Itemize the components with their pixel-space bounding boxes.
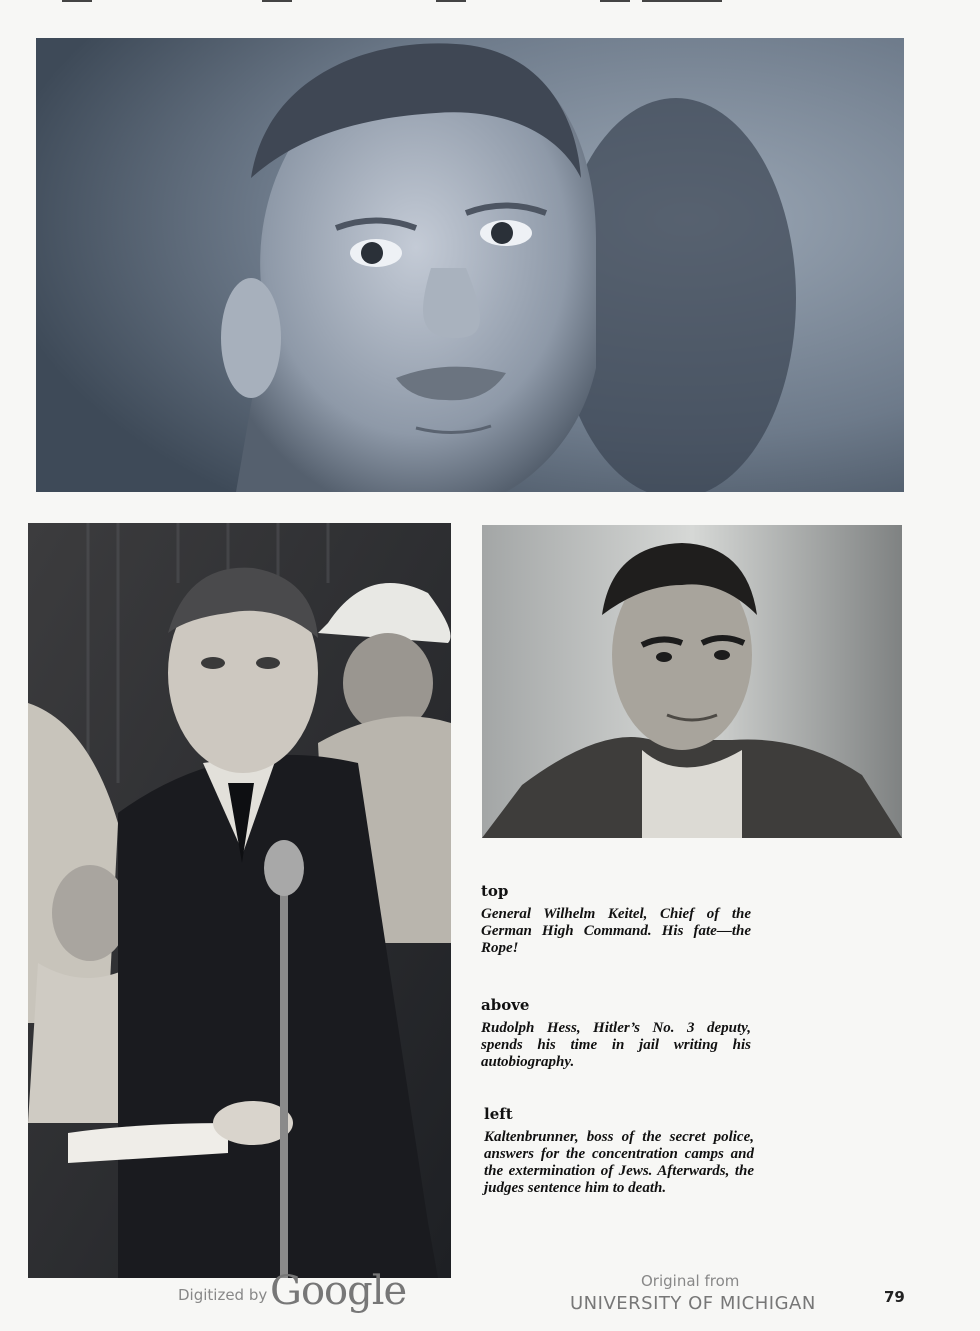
digitized-by-text: Digitized by xyxy=(178,1286,268,1304)
caption-left-text: Kaltenbrunner, boss of the secret police, answers for the concentration camps and the extermination of Jews. Afterwards, the judges sentence him to death. xyxy=(484,1129,754,1196)
caption-above-label: above xyxy=(481,996,530,1014)
photo-hess xyxy=(482,525,902,838)
caption-above xyxy=(481,996,751,1071)
university-name: UNIVERSITY OF MICHIGAN xyxy=(570,1293,816,1314)
caption-left xyxy=(484,1105,754,1197)
caption-top-text: General Wilhelm Keitel, Chief of the German High Command. His fate—the Rope! xyxy=(481,906,751,956)
caption-above-text: Rudolph Hess, Hitler’s No. 3 deputy, spends his time in jail writing his autobiography. xyxy=(481,1020,751,1070)
edge-mark xyxy=(436,0,466,2)
caption-left-label: left xyxy=(484,1105,513,1123)
edge-mark xyxy=(262,0,292,2)
page-number: 79 xyxy=(884,1288,905,1306)
google-logo: Google xyxy=(270,1268,407,1314)
photo-keitel xyxy=(36,38,904,492)
edge-mark xyxy=(642,0,722,2)
caption-top-label: top xyxy=(481,882,509,900)
edge-mark xyxy=(62,0,92,2)
original-from-text: Original from xyxy=(641,1272,740,1290)
caption-top xyxy=(481,882,751,957)
edge-mark xyxy=(600,0,630,2)
photo-kaltenbrunner xyxy=(28,523,451,1278)
